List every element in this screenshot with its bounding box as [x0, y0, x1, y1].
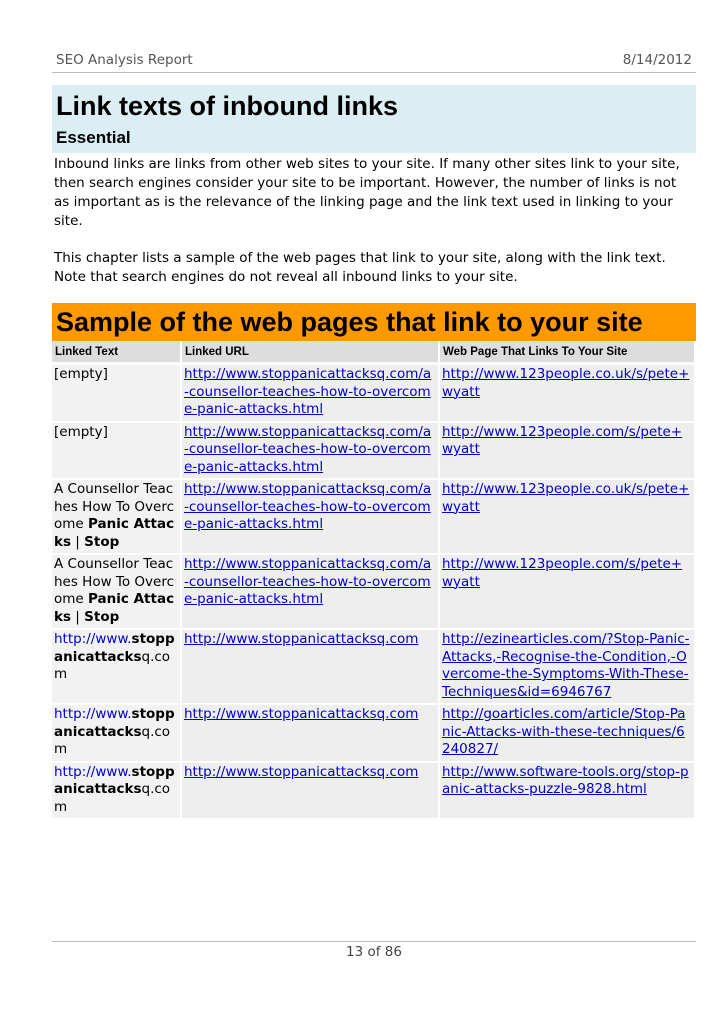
linked-text-plain: A Counsellor Teaches How To Overcome — [54, 556, 175, 607]
table-header-row — [52, 341, 696, 365]
linked-text-cell — [52, 630, 182, 705]
linked-text-cell — [52, 480, 182, 555]
linked-url-cell — [182, 480, 440, 555]
linked-url-link[interactable]: http://www.stoppanicattacksq.com/a-counsellor-teaches-how-to-overcome-panic-attacks.html — [184, 556, 432, 607]
column-header-linked-url: Linked URL — [182, 341, 440, 365]
source-page-link[interactable]: http://www.123people.com/s/pete+wyatt — [442, 423, 683, 457]
linked-url-link[interactable]: http://www.stoppanicattacksq.com — [184, 631, 419, 647]
page-header — [52, 46, 696, 73]
linked-url-link[interactable]: http://www.stoppanicattacksq.com/a-counsellor-teaches-how-to-overcome-panic-attacks.html — [184, 423, 432, 475]
linked-text-cell — [52, 365, 182, 423]
chapter-title: Link texts of inbound links — [56, 91, 399, 121]
linked-text-bold: Stop — [84, 608, 120, 625]
linked-url-cell — [182, 365, 440, 423]
linked-text-plain: http://www. — [54, 706, 132, 722]
linked-url-cell — [182, 423, 440, 481]
source-page-link[interactable]: http://ezinearticles.com/?Stop-Panic-Attacks,-Recognise-the-Condition,-Overcome-the-Symptoms-With-These-Techniques&id=6946767 — [442, 631, 690, 700]
source-page-link[interactable]: http://www.123people.co.uk/s/pete+wyatt — [442, 481, 690, 515]
linked-text-plain: A Counsellor Teaches How To Overcome — [54, 481, 175, 532]
linked-text-cell — [52, 705, 182, 763]
linked-text-separator: | — [71, 533, 85, 550]
source-page-cell — [440, 365, 696, 423]
page-number-total: 86 — [384, 944, 402, 960]
linked-text-cell — [52, 423, 182, 481]
linked-text-plain: q.com — [54, 648, 171, 682]
table-row — [52, 555, 696, 630]
source-page-cell — [440, 763, 696, 821]
linked-text-bold: stoppanicattacks — [54, 763, 175, 797]
source-page-cell — [440, 705, 696, 763]
column-header-source-page: Web Page That Links To Your Site — [440, 341, 696, 365]
source-page-link[interactable]: http://www.123people.co.uk/s/pete+wyatt — [442, 366, 690, 400]
source-page-cell — [440, 555, 696, 630]
linked-text-plain: http://www. — [54, 763, 132, 780]
report-page — [52, 46, 696, 820]
linked-url-link[interactable]: http://www.stoppanicattacksq.com/a-counsellor-teaches-how-to-overcome-panic-attacks.html — [184, 366, 432, 417]
linked-url-link[interactable]: http://www.stoppanicattacksq.com — [184, 763, 419, 780]
table-row — [52, 480, 696, 555]
table-row — [52, 365, 696, 423]
report-title: SEO Analysis Report — [56, 52, 193, 68]
linked-text: [empty] — [54, 423, 108, 440]
intro-paragraph-1: Inbound links are links from other web sites to your site. If many other sites link to your site, then search engines consider your site to be important. However, the number of links is not as important as is the relevance of the linking page and the link text used in linking to your site. — [54, 156, 680, 229]
linked-text-cell — [52, 763, 182, 821]
table-row — [52, 423, 696, 481]
table-row — [52, 630, 696, 705]
report-date: 8/14/2012 — [622, 52, 692, 68]
section-heading-bar — [52, 303, 696, 341]
linked-url-cell — [182, 763, 440, 821]
linked-text-bold: Stop — [84, 533, 120, 550]
source-page-link[interactable]: http://goarticles.com/article/Stop-Panic-Attacks-with-these-techniques/6240827/ — [442, 706, 686, 757]
chapter-title-box — [52, 85, 696, 153]
linked-url-cell — [182, 705, 440, 763]
linked-text-plain: http://www. — [54, 631, 132, 647]
source-page-link[interactable]: http://www.123people.com/s/pete+wyatt — [442, 556, 683, 590]
linked-text-bold: Panic Attacks — [54, 591, 175, 625]
page-number-current: 13 — [346, 944, 364, 960]
linked-url-cell — [182, 555, 440, 630]
source-page-cell — [440, 423, 696, 481]
intro-paragraph-2: This chapter lists a sample of the web pages that link to your site, along with the link text. Note that search engines do not reveal all inbound links to your site. — [54, 250, 666, 285]
linked-url-link[interactable]: http://www.stoppanicattacksq.com/a-counsellor-teaches-how-to-overcome-panic-attacks.html — [184, 481, 432, 532]
source-page-cell — [440, 630, 696, 705]
page-number-separator: of — [367, 944, 381, 960]
linked-text-cell — [52, 555, 182, 630]
section-heading: Sample of the web pages that link to your site — [56, 307, 643, 337]
linked-text: [empty] — [54, 366, 108, 382]
linked-text-plain: q.com — [54, 781, 171, 815]
table-row — [52, 763, 696, 821]
linked-text-bold: Panic Attacks — [54, 516, 175, 550]
linked-url-link[interactable]: http://www.stoppanicattacksq.com — [184, 706, 419, 722]
linked-text-separator: | — [71, 608, 85, 625]
linked-text-bold: stoppanicattacks — [54, 706, 175, 740]
linked-text-plain: q.com — [54, 723, 171, 757]
table-row — [52, 705, 696, 763]
page-footer — [52, 941, 696, 960]
source-page-cell — [440, 480, 696, 555]
column-header-linked-text: Linked Text — [52, 341, 182, 365]
chapter-importance: Essential — [56, 128, 131, 147]
inbound-links-table — [52, 341, 696, 820]
linked-text-bold: stoppanicattacks — [54, 631, 175, 665]
source-page-link[interactable]: http://www.software-tools.org/stop-panic-attacks-puzzle-9828.html — [442, 763, 689, 797]
linked-url-cell — [182, 630, 440, 705]
